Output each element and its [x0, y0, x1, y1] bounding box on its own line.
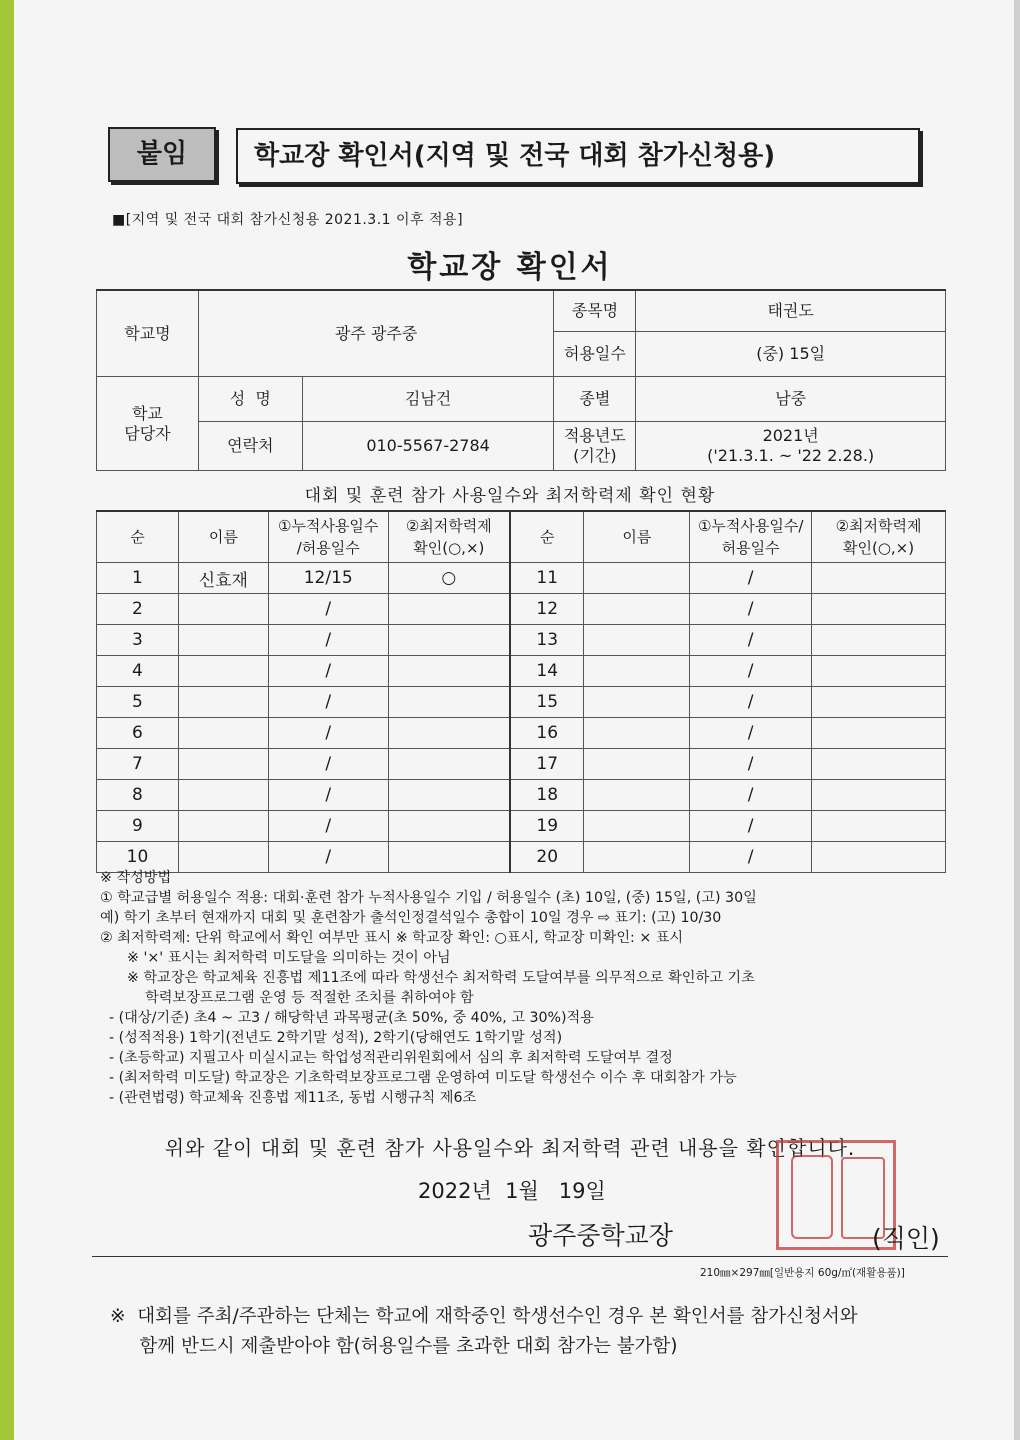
row-days: /	[268, 842, 388, 873]
row-days: 12/15	[268, 563, 388, 594]
row-check	[812, 625, 946, 656]
header-no: 순	[97, 511, 179, 563]
row-check	[812, 811, 946, 842]
row-name	[178, 811, 268, 842]
issue-date: 2022년 1월 19일	[418, 1179, 606, 1203]
method-line: 학력보장프로그램 운영 등 적절한 조치를 취하여야 함	[100, 990, 474, 1006]
row-no: 13	[510, 625, 584, 656]
method-line: - (성적적용) 1학기(전년도 2학기말 성적), 2학기(당해연도 1학기말 성적)	[100, 1030, 563, 1046]
manager-label: 학교 담당자	[97, 377, 199, 471]
row-name	[584, 811, 690, 842]
row-days: /	[268, 687, 388, 718]
row-days: /	[690, 842, 812, 873]
table-row	[97, 811, 946, 842]
name-label: 성 명	[198, 377, 302, 422]
document-title: 학교장 확인서	[407, 250, 613, 285]
status-title: 대회 및 훈련 참가 사용일수와 최저학력제 확인 현황	[304, 486, 716, 506]
period-value: 2021년 ('21.3.1. ~ '22 2.28.)	[636, 422, 946, 471]
row-no: 1	[97, 563, 179, 594]
period-label: 적용년도 (기간)	[554, 422, 636, 471]
row-days: /	[690, 563, 812, 594]
row-days: /	[690, 749, 812, 780]
method-line: ① 학교급별 허용일수 적용: 대회·훈련 참가 누적사용일수 기입 / 허용일수 (초) 10일, (중) 15일, (고) 30일	[100, 890, 757, 906]
table-row	[97, 780, 946, 811]
row-check	[388, 780, 510, 811]
row-check	[388, 625, 510, 656]
school-label: 학교명	[97, 290, 199, 377]
method-line: ※ '×' 표시는 최저학력 미도달을 의미하는 것이 아님	[100, 950, 451, 966]
row-days: /	[268, 656, 388, 687]
row-no: 19	[510, 811, 584, 842]
row-check	[812, 687, 946, 718]
row-check	[388, 749, 510, 780]
row-name	[584, 780, 690, 811]
row-check	[812, 656, 946, 687]
row-days: /	[268, 718, 388, 749]
confirmation-statement: 위와 같이 대회 및 훈련 참가 사용일수와 최저학력 관련 내용을 확인합니다.	[164, 1136, 856, 1160]
row-days: /	[268, 780, 388, 811]
gender-value: 남중	[636, 377, 946, 422]
gender-label: 종별	[554, 377, 636, 422]
divider	[92, 1256, 948, 1257]
event-value: 태권도	[636, 290, 946, 332]
row-check	[388, 687, 510, 718]
row-no: 16	[510, 718, 584, 749]
row-name	[584, 749, 690, 780]
info-table	[96, 289, 946, 471]
row-days: /	[690, 594, 812, 625]
row-days: /	[690, 656, 812, 687]
header-no-2: 순	[510, 511, 584, 563]
header-check-2: ②최저학력제 확인(○,×)	[812, 511, 946, 563]
background-edge	[0, 0, 14, 1440]
method-line: 예) 학기 초부터 현재까지 대회 및 훈련참가 출석인정결석일수 총합이 10일 경우 ⇨ 표기: (고) 10/30	[100, 910, 722, 926]
row-check	[388, 811, 510, 842]
row-check: ○	[388, 563, 510, 594]
table-row	[97, 687, 946, 718]
row-days: /	[268, 811, 388, 842]
row-check	[812, 718, 946, 749]
row-name	[584, 563, 690, 594]
header-check: ②최저학력제 확인(○,×)	[388, 511, 510, 563]
row-days: /	[690, 718, 812, 749]
row-no: 12	[510, 594, 584, 625]
table-row	[97, 749, 946, 780]
table-row	[97, 625, 946, 656]
row-no: 9	[97, 811, 179, 842]
row-name	[584, 594, 690, 625]
footnote: ※ 대회를 주최/주관하는 단체는 학교에 재학중인 학생선수인 경우 본 확인서를 참가신청서와 함께 반드시 제출받아야 함(허용일수를 초과한 대회 참가는 불가함)	[110, 1306, 858, 1357]
row-days: /	[690, 625, 812, 656]
header-days-2: ①누적사용일수/ 허용일수	[690, 511, 812, 563]
row-no: 20	[510, 842, 584, 873]
row-name	[178, 594, 268, 625]
row-no: 7	[97, 749, 179, 780]
status-table	[96, 510, 946, 873]
paper-spec: 210㎜×297㎜[일반용지 60g/㎡(재활용품)]	[700, 1267, 905, 1279]
row-name	[178, 625, 268, 656]
contact-value: 010-5567-2784	[302, 422, 554, 471]
row-check	[388, 718, 510, 749]
row-name	[178, 749, 268, 780]
row-check	[812, 749, 946, 780]
row-name	[584, 625, 690, 656]
row-check	[388, 656, 510, 687]
row-no: 8	[97, 780, 179, 811]
allowed-days-value: (중) 15일	[636, 332, 946, 377]
row-no: 5	[97, 687, 179, 718]
table-row	[97, 594, 946, 625]
row-check	[388, 594, 510, 625]
writing-method	[100, 868, 970, 1108]
header-days: ①누적사용일수 /허용일수	[268, 511, 388, 563]
row-no: 3	[97, 625, 179, 656]
row-check	[812, 594, 946, 625]
method-line: ※ 학교장은 학교체육 진흥법 제11조에 따라 학생선수 최저학력 도달여부를 의무적으로 확인하고 기초	[100, 970, 755, 986]
row-check	[812, 563, 946, 594]
method-line: - (초등학교) 지필고사 미실시교는 학업성적관리위원회에서 심의 후 최저학력 도달여부 결정	[100, 1050, 673, 1066]
contact-label: 연락처	[198, 422, 302, 471]
row-name	[584, 656, 690, 687]
attachment-tag: 붙임	[108, 127, 216, 182]
row-no: 2	[97, 594, 179, 625]
row-name	[178, 780, 268, 811]
applicability-note: ■[지역 및 전국 대회 참가신청용 2021.3.1 이후 적용]	[112, 212, 464, 228]
row-no: 11	[510, 563, 584, 594]
table-row	[97, 718, 946, 749]
header-name: 이름	[178, 511, 268, 563]
row-days: /	[690, 780, 812, 811]
row-check	[812, 780, 946, 811]
row-days: /	[690, 687, 812, 718]
row-no: 4	[97, 656, 179, 687]
row-days: /	[268, 625, 388, 656]
name-value: 김남건	[302, 377, 554, 422]
principal-signature: 광주중학교장	[528, 1221, 673, 1250]
school-value: 광주 광주중	[198, 290, 554, 377]
row-no: 18	[510, 780, 584, 811]
header-name-2: 이름	[584, 511, 690, 563]
row-name	[178, 687, 268, 718]
allowed-days-label: 허용일수	[554, 332, 636, 377]
row-no: 10	[97, 842, 179, 873]
method-line: - (관련법령) 학교체육 진흥법 제11조, 동법 시행규칙 제6조	[100, 1090, 477, 1106]
table-header-row	[97, 511, 946, 563]
table-row	[97, 563, 946, 594]
row-no: 15	[510, 687, 584, 718]
row-days: /	[690, 811, 812, 842]
row-name: 신효재	[178, 563, 268, 594]
row-no: 14	[510, 656, 584, 687]
method-line: - (대상/기준) 초4 ~ 고3 / 해당학년 과목평균(초 50%, 중 40%, 고 30%)적용	[100, 1010, 594, 1026]
row-name	[178, 656, 268, 687]
header-title: 학교장 확인서(지역 및 전국 대회 참가신청용)	[236, 128, 920, 184]
row-days: /	[268, 594, 388, 625]
event-label: 종목명	[554, 290, 636, 332]
row-no: 6	[97, 718, 179, 749]
row-name	[178, 718, 268, 749]
row-name	[584, 687, 690, 718]
method-line: - (최저학력 미도달) 학교장은 기초학력보장프로그램 운영하여 미도달 학생선수 이수 후 대회참가 가능	[100, 1070, 737, 1086]
table-row	[97, 656, 946, 687]
row-days: /	[268, 749, 388, 780]
method-line: ※ 작성방법	[100, 870, 172, 886]
row-name	[584, 718, 690, 749]
method-line: ② 최저학력제: 단위 학교에서 확인 여부만 표시 ※ 학교장 확인: ○표시, 학교장 미확인: × 표시	[100, 930, 684, 946]
row-no: 17	[510, 749, 584, 780]
seal-label: (직인)	[872, 1224, 940, 1253]
